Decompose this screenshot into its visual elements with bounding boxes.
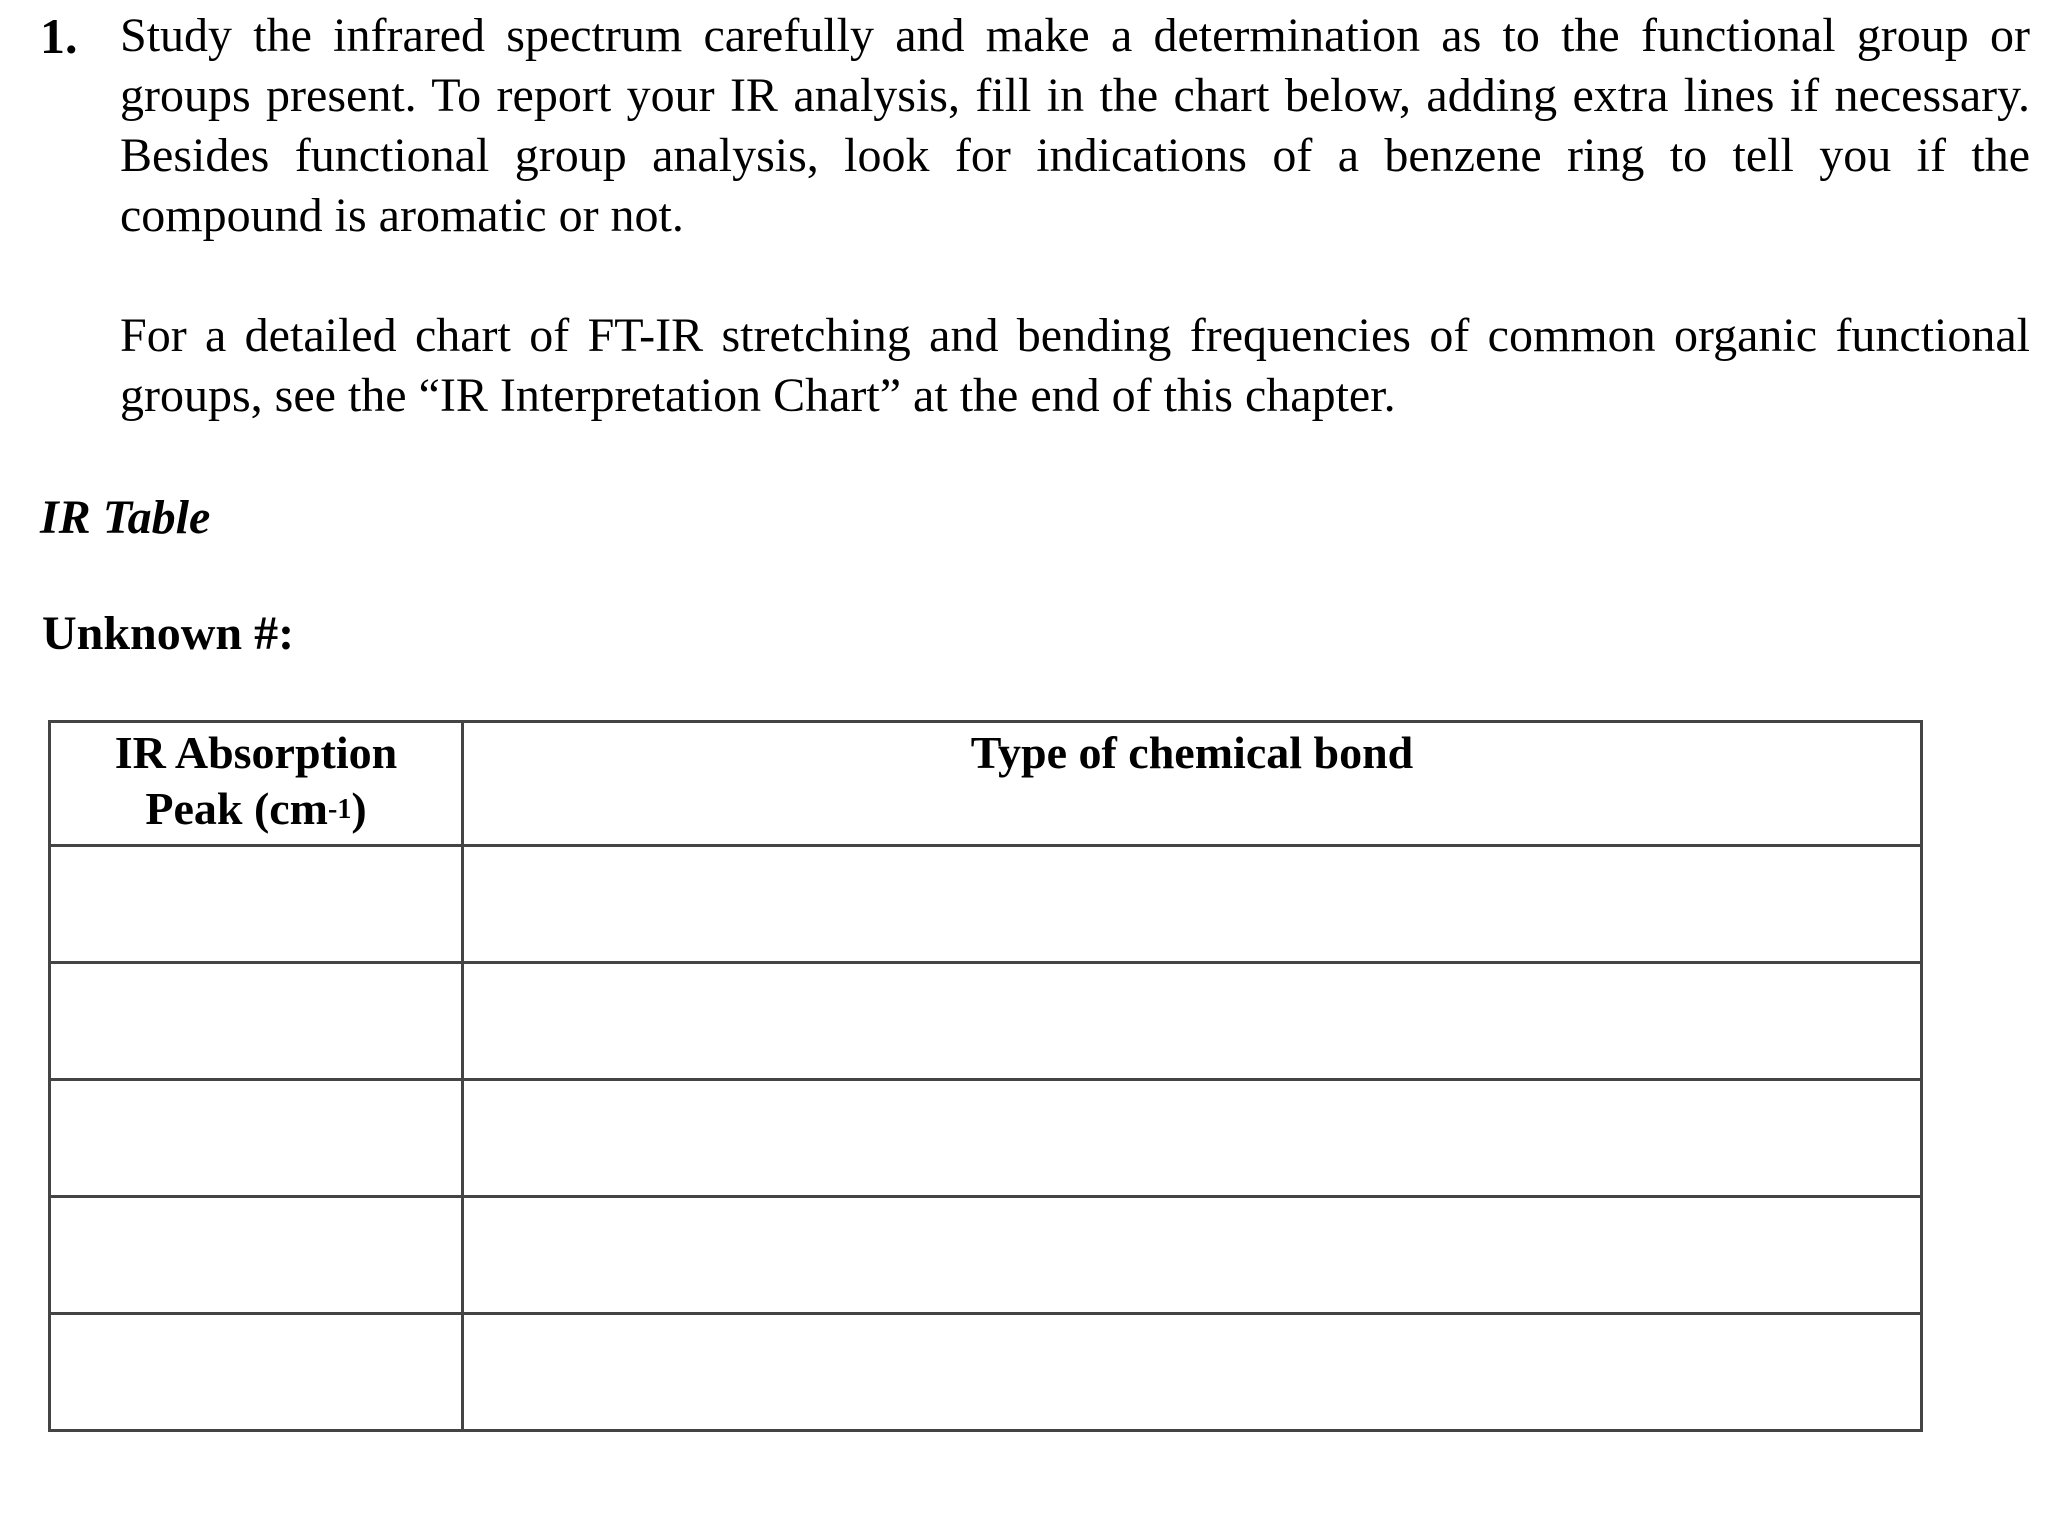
header-peak-line2: Peak (cm <box>145 783 328 834</box>
bond-cell[interactable] <box>463 846 1922 963</box>
peak-cell[interactable] <box>50 1197 463 1314</box>
header-peak-exponent: -1 <box>328 794 352 825</box>
peak-cell[interactable] <box>50 963 463 1080</box>
header-peak-line1: IR Absorption <box>114 727 398 778</box>
peak-cell[interactable] <box>50 1314 463 1431</box>
bond-cell[interactable] <box>463 1197 1922 1314</box>
table-row <box>50 1197 1922 1314</box>
table-row <box>50 963 1922 1080</box>
table-header-row <box>50 722 1922 846</box>
peak-cell[interactable] <box>50 1080 463 1197</box>
question-instructions: Study the infrared spectrum carefully and make a determination as to the functional group or groups present. To report your IR analysis, fill in the chart below, adding extra lines if necessary. Besides functional group analysis, look for indications of a benzene ring to tell you if the compound is aromatic or not. <box>120 9 2030 242</box>
bond-cell[interactable] <box>463 1314 1922 1431</box>
table-row <box>50 1080 1922 1197</box>
peak-cell[interactable] <box>50 846 463 963</box>
bond-cell[interactable] <box>463 963 1922 1080</box>
header-peak-close: ) <box>351 783 367 834</box>
ir-table <box>48 720 1923 1432</box>
chart-reference-note: For a detailed chart of FT-IR stretching and bending frequencies of common organic functional groups, see the “IR Interpretation Chart” at the end of this chapter. <box>120 309 2030 422</box>
unknown-number-label: Unknown #: <box>42 607 295 660</box>
header-ir-absorption-peak <box>50 722 463 846</box>
bond-cell[interactable] <box>463 1080 1922 1197</box>
table-row <box>50 1314 1922 1431</box>
table-row <box>50 846 1922 963</box>
section-title: IR Table <box>40 491 211 544</box>
question-body <box>120 6 2030 426</box>
question-number: 1. <box>40 8 78 64</box>
header-type-of-chemical-bond: Type of chemical bond <box>463 722 1922 846</box>
